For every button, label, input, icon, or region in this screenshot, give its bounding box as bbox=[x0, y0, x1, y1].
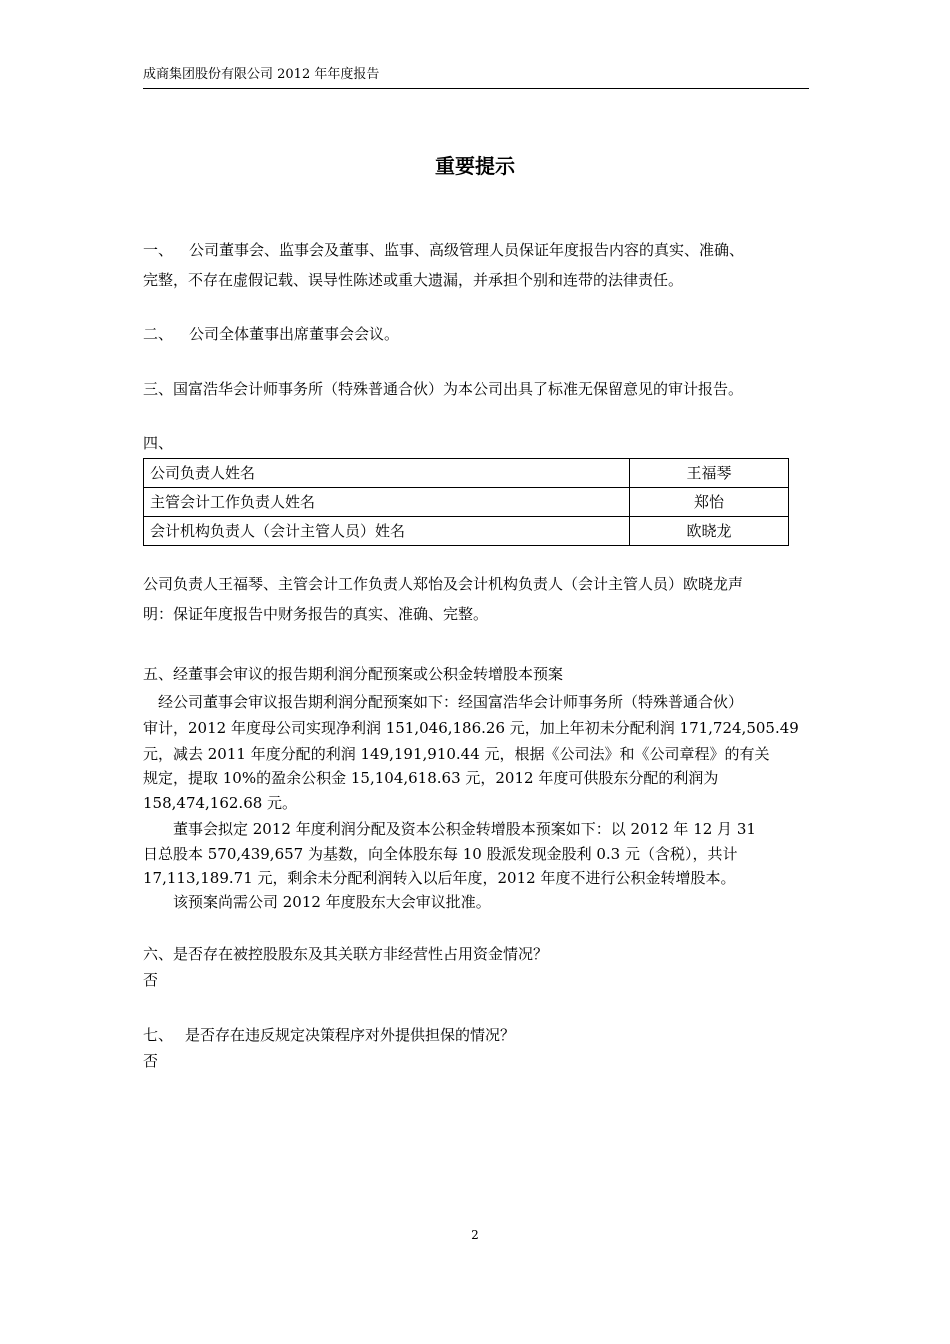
table-cell-value: 欧晓龙 bbox=[630, 517, 789, 546]
section-1-line-1 bbox=[143, 236, 809, 264]
header-text: 成商集团股份有限公司 2012 年年度报告 bbox=[143, 67, 380, 82]
table-cell-label: 主管会计工作负责人姓名 bbox=[144, 488, 630, 517]
section-4-number: 四、 bbox=[143, 434, 174, 452]
section-5-line: 元，减去 2011 年度分配的利润 149,191,910.44 元，根据《公司法》和《公司章程》的有关 bbox=[143, 745, 770, 763]
section-1-line-2: 完整，不存在虚假记载、误导性陈述或重大遗漏，并承担个别和连带的法律责任。 bbox=[143, 271, 684, 289]
section-1-number: 一、 bbox=[143, 241, 174, 259]
section-2-number: 二、 bbox=[143, 325, 174, 343]
page-number: 2 bbox=[471, 1228, 479, 1242]
table-row bbox=[144, 517, 789, 546]
section-5-line: 该预案尚需公司 2012 年度股东大会审议批准。 bbox=[143, 893, 491, 911]
statement-line-2: 明：保证年度报告中财务报告的真实、准确、完整。 bbox=[143, 605, 489, 623]
section-7-question bbox=[143, 1021, 809, 1049]
section-1-text-1: 公司董事会、监事会及董事、监事、高级管理人员保证年度报告内容的真实、准确、 bbox=[189, 241, 745, 259]
section-3: 三、国富浩华会计师事务所（特殊普通合伙）为本公司出具了标准无保留意见的审计报告。 bbox=[143, 380, 744, 398]
table-cell-value: 郑怡 bbox=[630, 488, 789, 517]
table-cell-value: 王福琴 bbox=[630, 459, 789, 488]
section-2 bbox=[143, 320, 809, 348]
section-7-answer: 否 bbox=[143, 1052, 159, 1070]
section-5-line: 规定，提取 10%的盈余公积金 15,104,618.63 元，2012 年度可供股东分配的利润为 bbox=[143, 769, 719, 787]
section-6-question: 六、是否存在被控股股东及其关联方非经营性占用资金情况？ bbox=[143, 945, 549, 963]
section-7-text: 是否存在违反规定决策程序对外提供担保的情况？ bbox=[185, 1026, 516, 1044]
section-5-line: 董事会拟定 2012 年度利润分配及资本公积金转增股本预案如下：以 2012 年 12 月 31 bbox=[143, 820, 756, 838]
section-2-text: 公司全体董事出席董事会会议。 bbox=[189, 325, 400, 343]
statement-line-1: 公司负责人王福琴、主管会计工作负责人郑怡及会计机构负责人（会计主管人员）欧晓龙声 bbox=[143, 575, 744, 593]
section-7-number: 七、 bbox=[143, 1026, 174, 1044]
section-5-line: 17,113,189.71 元，剩余未分配利润转入以后年度，2012 年度不进行公积金转增股本。 bbox=[143, 869, 736, 887]
section-5-heading: 五、经董事会审议的报告期利润分配预案或公积金转增股本预案 bbox=[143, 665, 564, 683]
table-cell-label: 公司负责人姓名 bbox=[144, 459, 630, 488]
section-5-line: 日总股本 570,439,657 为基数，向全体股东每 10 股派发现金股利 0.3 元（含税），共计 bbox=[143, 845, 738, 863]
table-row bbox=[144, 488, 789, 517]
table-row bbox=[144, 459, 789, 488]
section-5-line: 审计，2012 年度母公司实现净利润 151,046,186.26 元，加上年初未分配利润 171,724,505.49 bbox=[143, 719, 799, 737]
section-5-line: 经公司董事会审议报告期利润分配预案如下：经国富浩华会计师事务所（特殊普通合伙） bbox=[143, 693, 744, 711]
section-6-answer: 否 bbox=[143, 971, 159, 989]
page-title: 重要提示 bbox=[435, 154, 515, 178]
table-cell-label: 会计机构负责人（会计主管人员）姓名 bbox=[144, 517, 630, 546]
responsible-persons-table bbox=[143, 458, 789, 546]
running-header bbox=[143, 66, 809, 89]
section-5-line: 158,474,162.68 元。 bbox=[143, 794, 298, 812]
